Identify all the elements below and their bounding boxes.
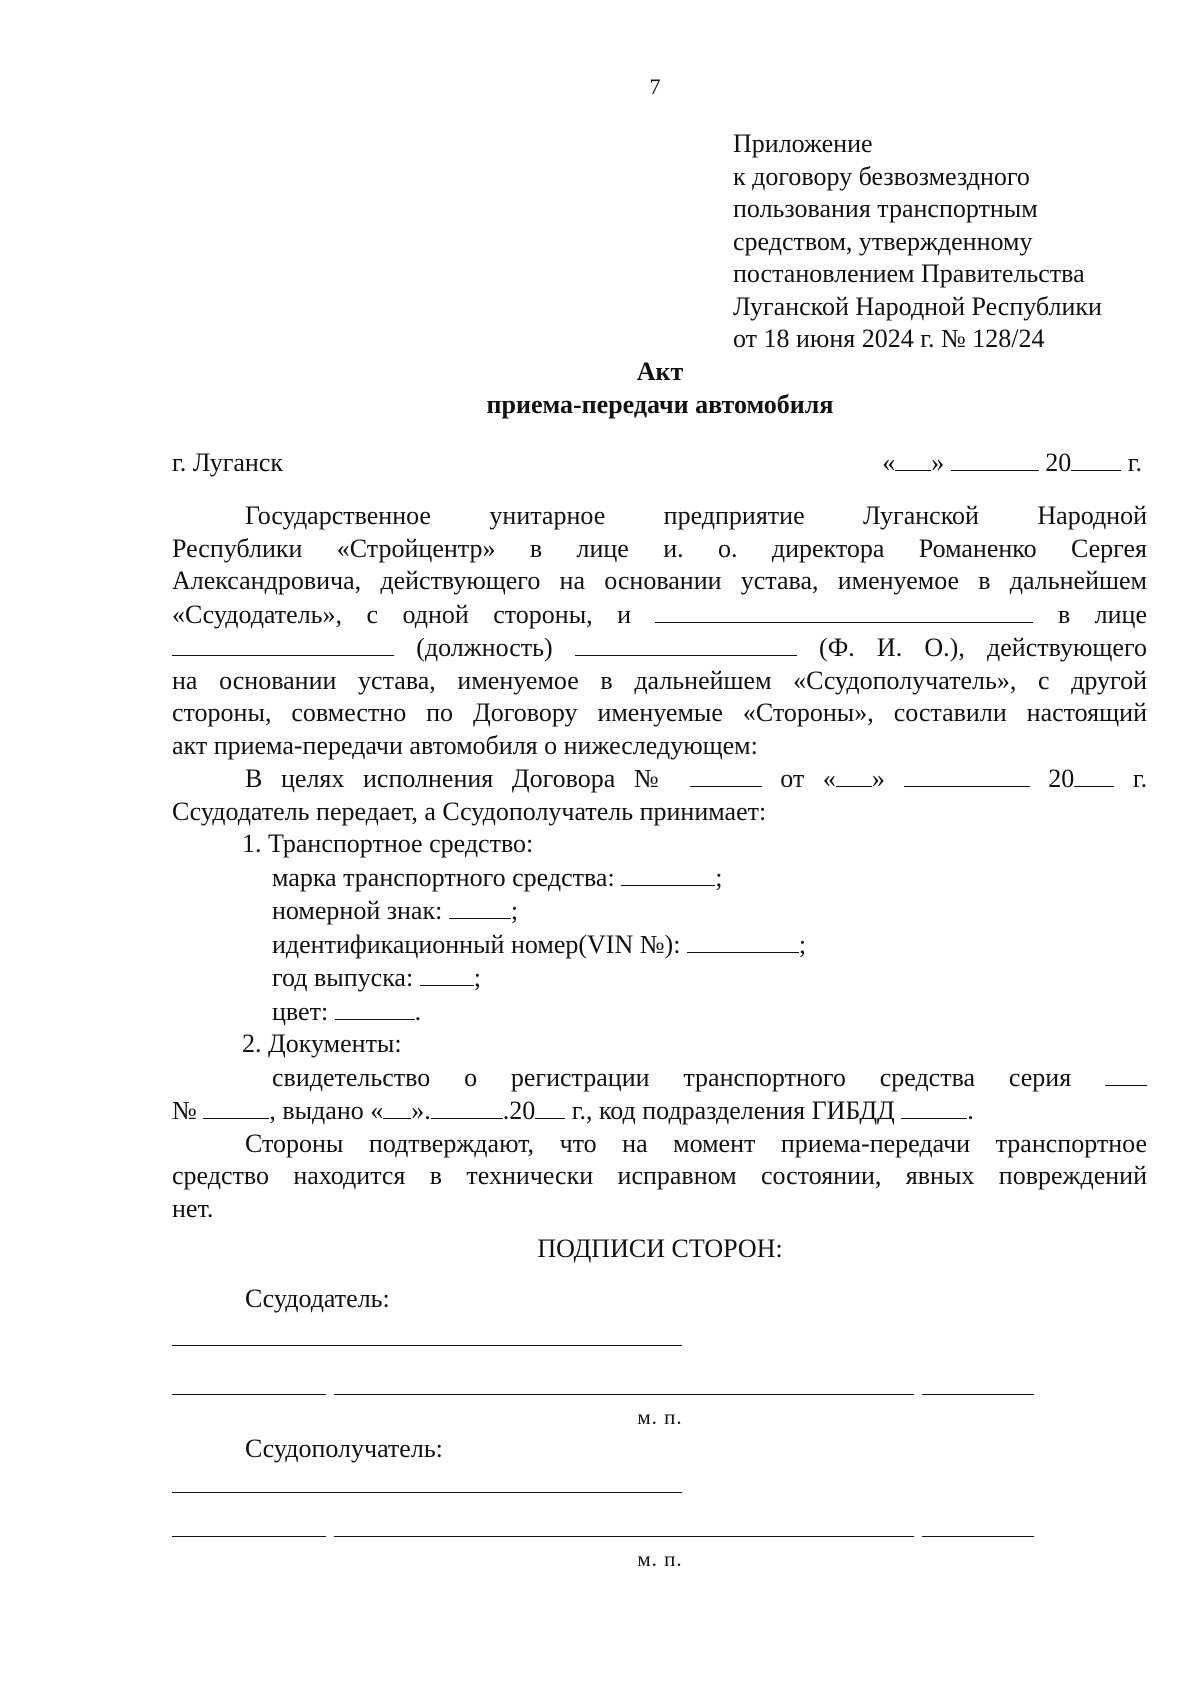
borrower-fullname-line	[334, 1536, 914, 1537]
place-date-row	[172, 446, 1142, 480]
contract-number-blank	[690, 762, 762, 787]
list-item: номерной знак: ;	[272, 896, 519, 925]
paragraph-line	[172, 762, 1147, 796]
paragraph-line: Стороны подтверждают, что на момент приема-передачи транспортное	[245, 1128, 1147, 1158]
signatures-heading: ПОДПИСИ СТОРОН:	[537, 1234, 783, 1263]
list-item: год выпуска: ;	[272, 963, 481, 992]
party-blank	[655, 598, 1033, 623]
text: от «	[780, 764, 836, 793]
quote-close: »	[931, 448, 945, 477]
year-blank	[535, 1094, 565, 1119]
paragraph-line	[172, 631, 1147, 665]
lender-signature-line	[922, 1394, 1034, 1395]
appendix-line: от 18 июня 2024 г. № 128/24	[733, 324, 1045, 353]
text: (Ф. И. О.),	[819, 633, 965, 662]
paragraph-line: средство находится в технически исправном состоянии, явных повреждений	[172, 1161, 1147, 1190]
paragraph-line: Ссудодатель передает, а Ссудополучатель принимает:	[172, 796, 767, 826]
paragraph-line	[172, 598, 1147, 632]
text: «Ссудодатель», с одной стороны, и	[172, 599, 632, 629]
paragraph-line: Республики «Стройцентр» в лице и. о. директора Романенко Сергея	[172, 533, 1147, 563]
year-suffix: г.	[1127, 448, 1142, 477]
paragraph-line: Александровича, действующего на основании устава, именуемое в дальнейшем	[172, 566, 1147, 595]
year-blank	[1074, 762, 1114, 787]
list-item	[172, 1061, 1147, 1095]
text: действующего	[987, 633, 1147, 662]
text: .20	[502, 1096, 536, 1125]
list-heading: 1. Транспортное средство:	[242, 829, 534, 858]
borrower-position-line	[172, 1536, 326, 1537]
document-subtitle: приема-передачи автомобиля	[486, 390, 834, 419]
gibdd-code-blank	[901, 1094, 967, 1119]
list-item: идентификационный номер(VIN №): ;	[272, 929, 807, 959]
text: (должность)	[416, 633, 553, 662]
text: идентификационный номер(VIN №):	[272, 929, 681, 959]
borrower-name-line	[172, 1492, 682, 1493]
appendix-line: Луганской Народной Республики	[733, 291, 1102, 321]
date-field	[882, 446, 1142, 480]
brand-blank	[621, 861, 715, 886]
text: номерной знак:	[272, 896, 443, 925]
text: г., код подразделения ГИБДД	[571, 1096, 895, 1125]
city: г. Луганск	[172, 448, 284, 477]
appendix-block	[733, 128, 1173, 356]
document-title: Акт	[636, 357, 684, 386]
paragraph-line: на основании устава, именуемое в дальнейшем «Ссудополучатель», с другой	[172, 665, 1147, 695]
text: »	[871, 764, 885, 793]
year-blank	[1071, 446, 1121, 471]
text: год выпуска:	[272, 963, 414, 992]
text: В целях исполнения Договора №	[245, 764, 671, 793]
month-blank	[904, 762, 1030, 787]
borrower-signature-line	[922, 1536, 1034, 1537]
lender-name-line	[172, 1345, 682, 1346]
text: в лице	[1057, 599, 1148, 629]
borrower-stamp-label: м. п.	[637, 1547, 683, 1571]
appendix-line: Приложение	[733, 129, 873, 158]
text: , выдано «	[269, 1096, 384, 1125]
appendix-line: к договору безвозмездного	[733, 161, 1030, 191]
plate-blank	[449, 894, 511, 919]
lender-fullname-line	[334, 1394, 914, 1395]
day-blank	[836, 762, 872, 787]
text: .	[967, 1096, 974, 1125]
lender-position-line	[172, 1394, 326, 1395]
series-blank	[1105, 1061, 1147, 1086]
text: цвет:	[272, 996, 329, 1026]
lender-label: Ссудодатель:	[245, 1284, 390, 1313]
paragraph-line: стороны, совместно по Договору именуемые «Стороны», составили настоящий	[172, 698, 1147, 727]
month-blank	[431, 1094, 503, 1119]
certificate-number-blank	[203, 1094, 269, 1119]
month-blank	[951, 446, 1039, 471]
text: №	[172, 1096, 197, 1125]
text: свидетельство о регистрации транспортного средства серия	[272, 1062, 1072, 1092]
vin-blank	[687, 928, 799, 953]
quote-open: «	[882, 448, 896, 477]
list-heading: 2. Документы:	[242, 1029, 402, 1058]
day-blank	[383, 1094, 411, 1119]
appendix-line: постановлением Правительства	[733, 259, 1085, 288]
document-body	[172, 500, 1147, 1225]
color-blank	[335, 995, 415, 1020]
list-item: цвет: .	[272, 996, 422, 1026]
appendix-line: пользования транспортным	[733, 194, 1038, 223]
paragraph-line: нет.	[172, 1193, 214, 1223]
text: марка транспортного средства:	[272, 862, 615, 892]
name-blank	[575, 631, 797, 656]
appendix-line: средством, утвержденному	[733, 226, 1033, 256]
text: 20	[1048, 764, 1075, 793]
lender-stamp-label: м. п.	[637, 1405, 683, 1429]
day-blank	[895, 446, 931, 471]
paragraph-line: Государственное унитарное предприятие Луганской Народной	[245, 501, 1147, 530]
year-prefix: 20	[1045, 448, 1072, 477]
list-item: марка транспортного средства: ;	[272, 862, 723, 892]
year-of-manufacture-blank	[420, 961, 474, 986]
text: г.	[1132, 764, 1148, 793]
text: ».	[411, 1096, 431, 1125]
borrower-label: Ссудополучатель:	[245, 1434, 443, 1463]
position-blank	[172, 631, 394, 656]
paragraph-line: акт приема-передачи автомобиля о нижеследующем:	[172, 730, 758, 760]
page-number: 7	[649, 74, 661, 99]
list-item	[172, 1094, 1147, 1128]
